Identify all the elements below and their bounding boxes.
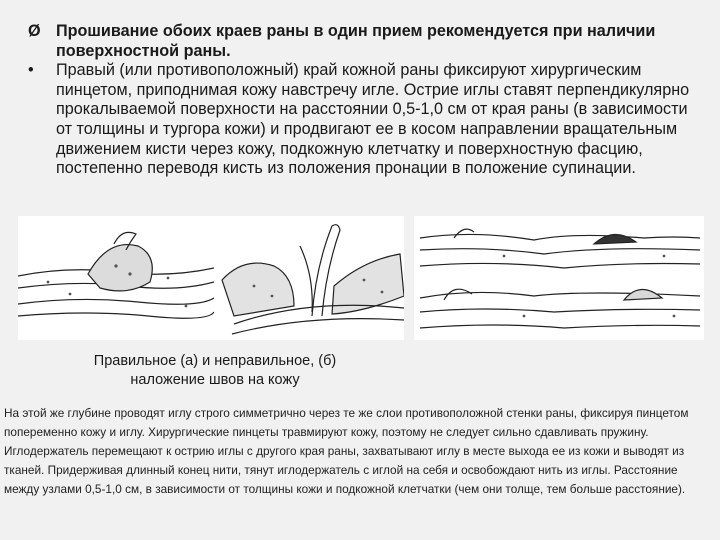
suture-illustrations <box>18 216 704 340</box>
illustration-needle-insertion <box>214 216 404 340</box>
bullet-text-2: Правый (или противоположный) край кожной раны фиксируют хирургическим пинцетом, приподнимая кожу навстречу игле. Острие иглы ставят перпендикулярно прокалываемой поверхности на расстоянии 0,5-1,0 см от края раны (в зависимости от толщины и тургора кожи) и продвигают ее в косом направлении вращательным движением кисти через кожу, подкожную клетчатку и поверхностную фасцию, постепенно переводя кисть из положения пронации в положение супинации. <box>56 61 690 178</box>
figure-caption <box>60 352 370 390</box>
bullet-text-1: Прошивание обоих краев раны в один прием рекомендуется при наличии поверхностной раны. <box>56 22 656 60</box>
arrow-bullet-icon: Ø <box>28 22 41 40</box>
body-paragraph: На этой же глубине проводят иглу строго симметрично через те же слои противоположной стенки раны, фиксируя пинцетом попеременно кожу и иглу. Хирургические пинцеты травмируют кожу, поэтому не следует сильно сдавливать пружину. Иглодержатель перемещают к острию иглы с другого края раны, захватывают иглу в месте выхода ее из кожи и выводят из тканей. Придерживая длинный конец нити, тянут иглодержатель с иглой на себя и освобождают нить из иглы. Расстояние между узлами 0,5-1,0 см, в зависимости от толщины кожи и подкожной клетчатки (чем они толще, тем больше расстояние). <box>4 406 689 497</box>
bullet-item-1 <box>28 22 708 61</box>
dot-bullet-icon: • <box>28 61 34 80</box>
bullet-item-2 <box>28 61 708 179</box>
illustration-incorrect-suture <box>414 216 704 340</box>
illustration-correct-suture <box>18 216 214 340</box>
bullet-list <box>28 22 708 179</box>
caption-line-1: Правильное (а) и неправильное, (б) <box>93 353 337 369</box>
caption-line-2: наложение швов на кожу <box>130 372 300 388</box>
